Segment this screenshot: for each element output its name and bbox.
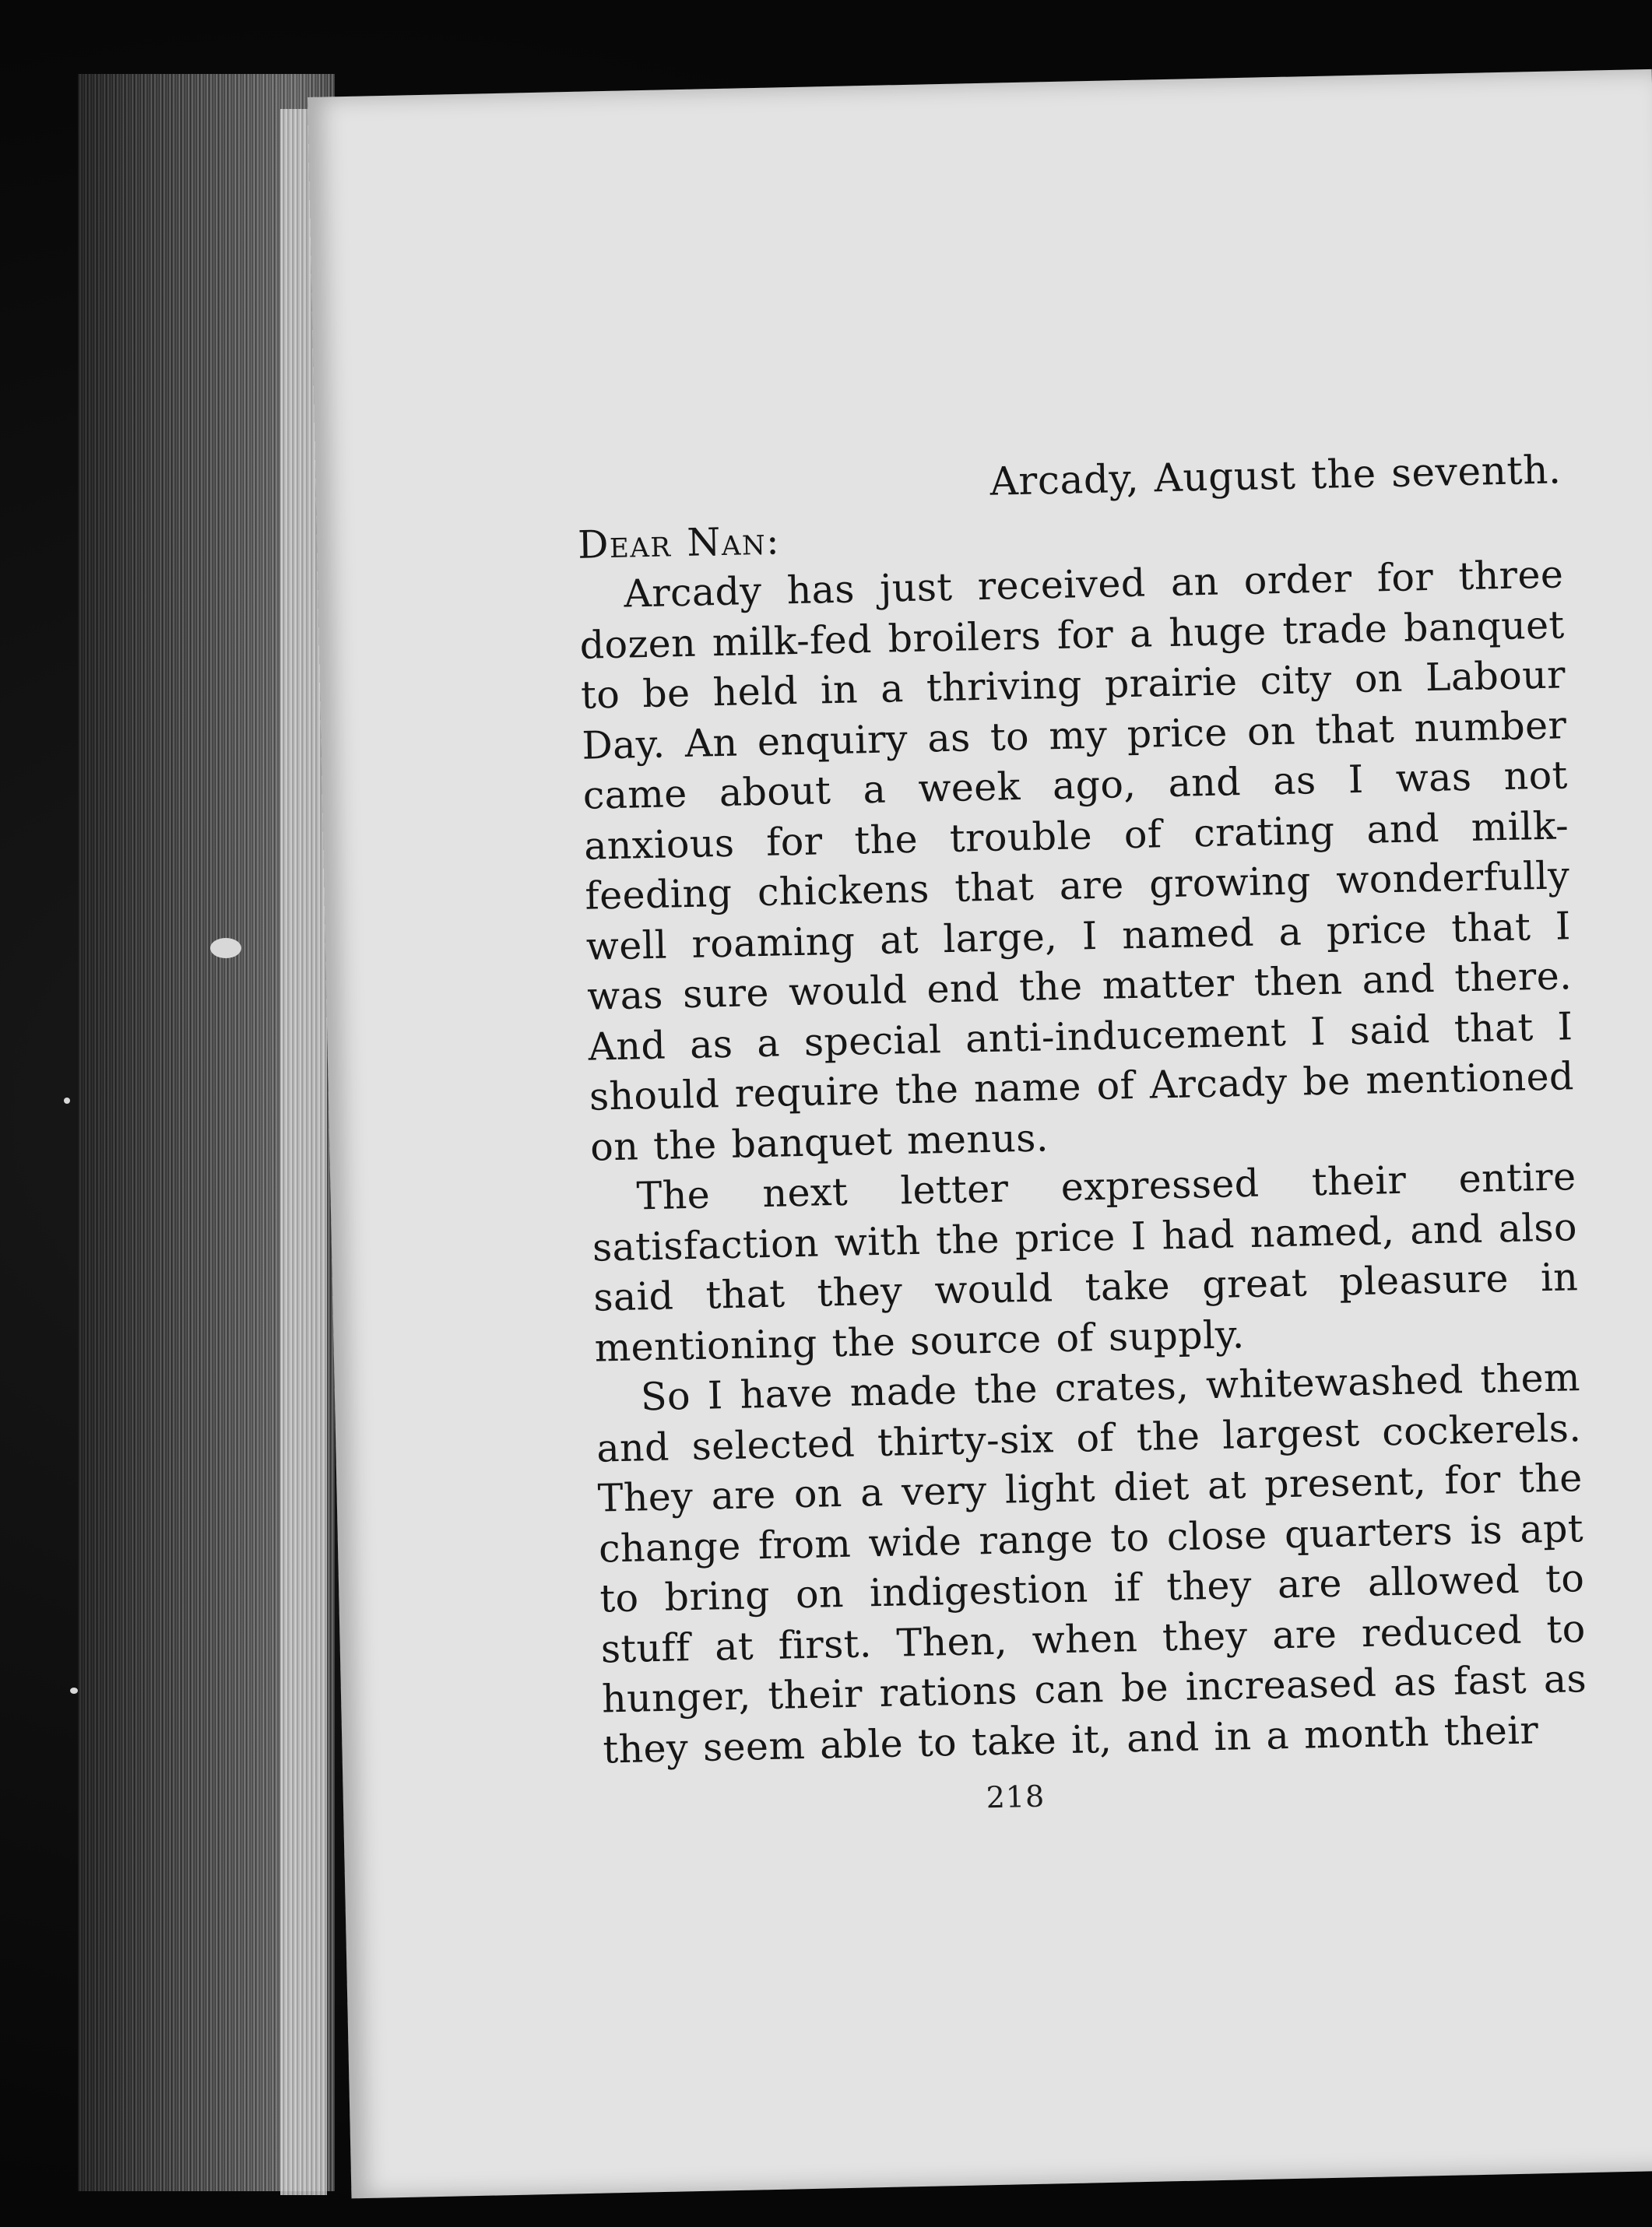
- letter-salutation: Dear Nan:: [577, 518, 781, 567]
- letter-text: [576, 444, 1588, 1775]
- letter-paragraph: So I have made the crates, whitewashed them and selected thirty-six of the largest cockerels. They are on a very light diet at present, for the change from wide range to close quarters is apt to bring on indigestion if they are allowed to stuff at first. Then, when they are reduced to hunger, their rations can be increased as fast as they seem able to take it, and in a month their: [596, 1355, 1587, 1772]
- dust-speck: [64, 1098, 70, 1104]
- book-page: [308, 69, 1652, 2199]
- dust-speck: [70, 1688, 78, 1694]
- dust-speck: [210, 938, 241, 958]
- letter-paragraph: Arcady has just received an order for three dozen milk-fed broilers for a huge trade banquet to be held in a thriving prairie city on Labour Day. An enquiry as to my price on that number came about a week ago, and as I was not anxious for the trouble of crating and milk-feeding chickens that are growing wonderfully well roaming at large, I named a price that I was sure would end the matter then and there. And as a special anti-inducement I said that I should require the name of Arcady be mentioned on the banquet menus.: [579, 552, 1575, 1170]
- page-number: 218: [986, 1779, 1046, 1815]
- letter-paragraph: The next letter expressed their entire satisfaction with the price I had named, and also said that they would take great pleasure in mentioning the source of supply.: [592, 1154, 1579, 1371]
- letter-dateline: Arcady, August the seventh.: [989, 447, 1562, 504]
